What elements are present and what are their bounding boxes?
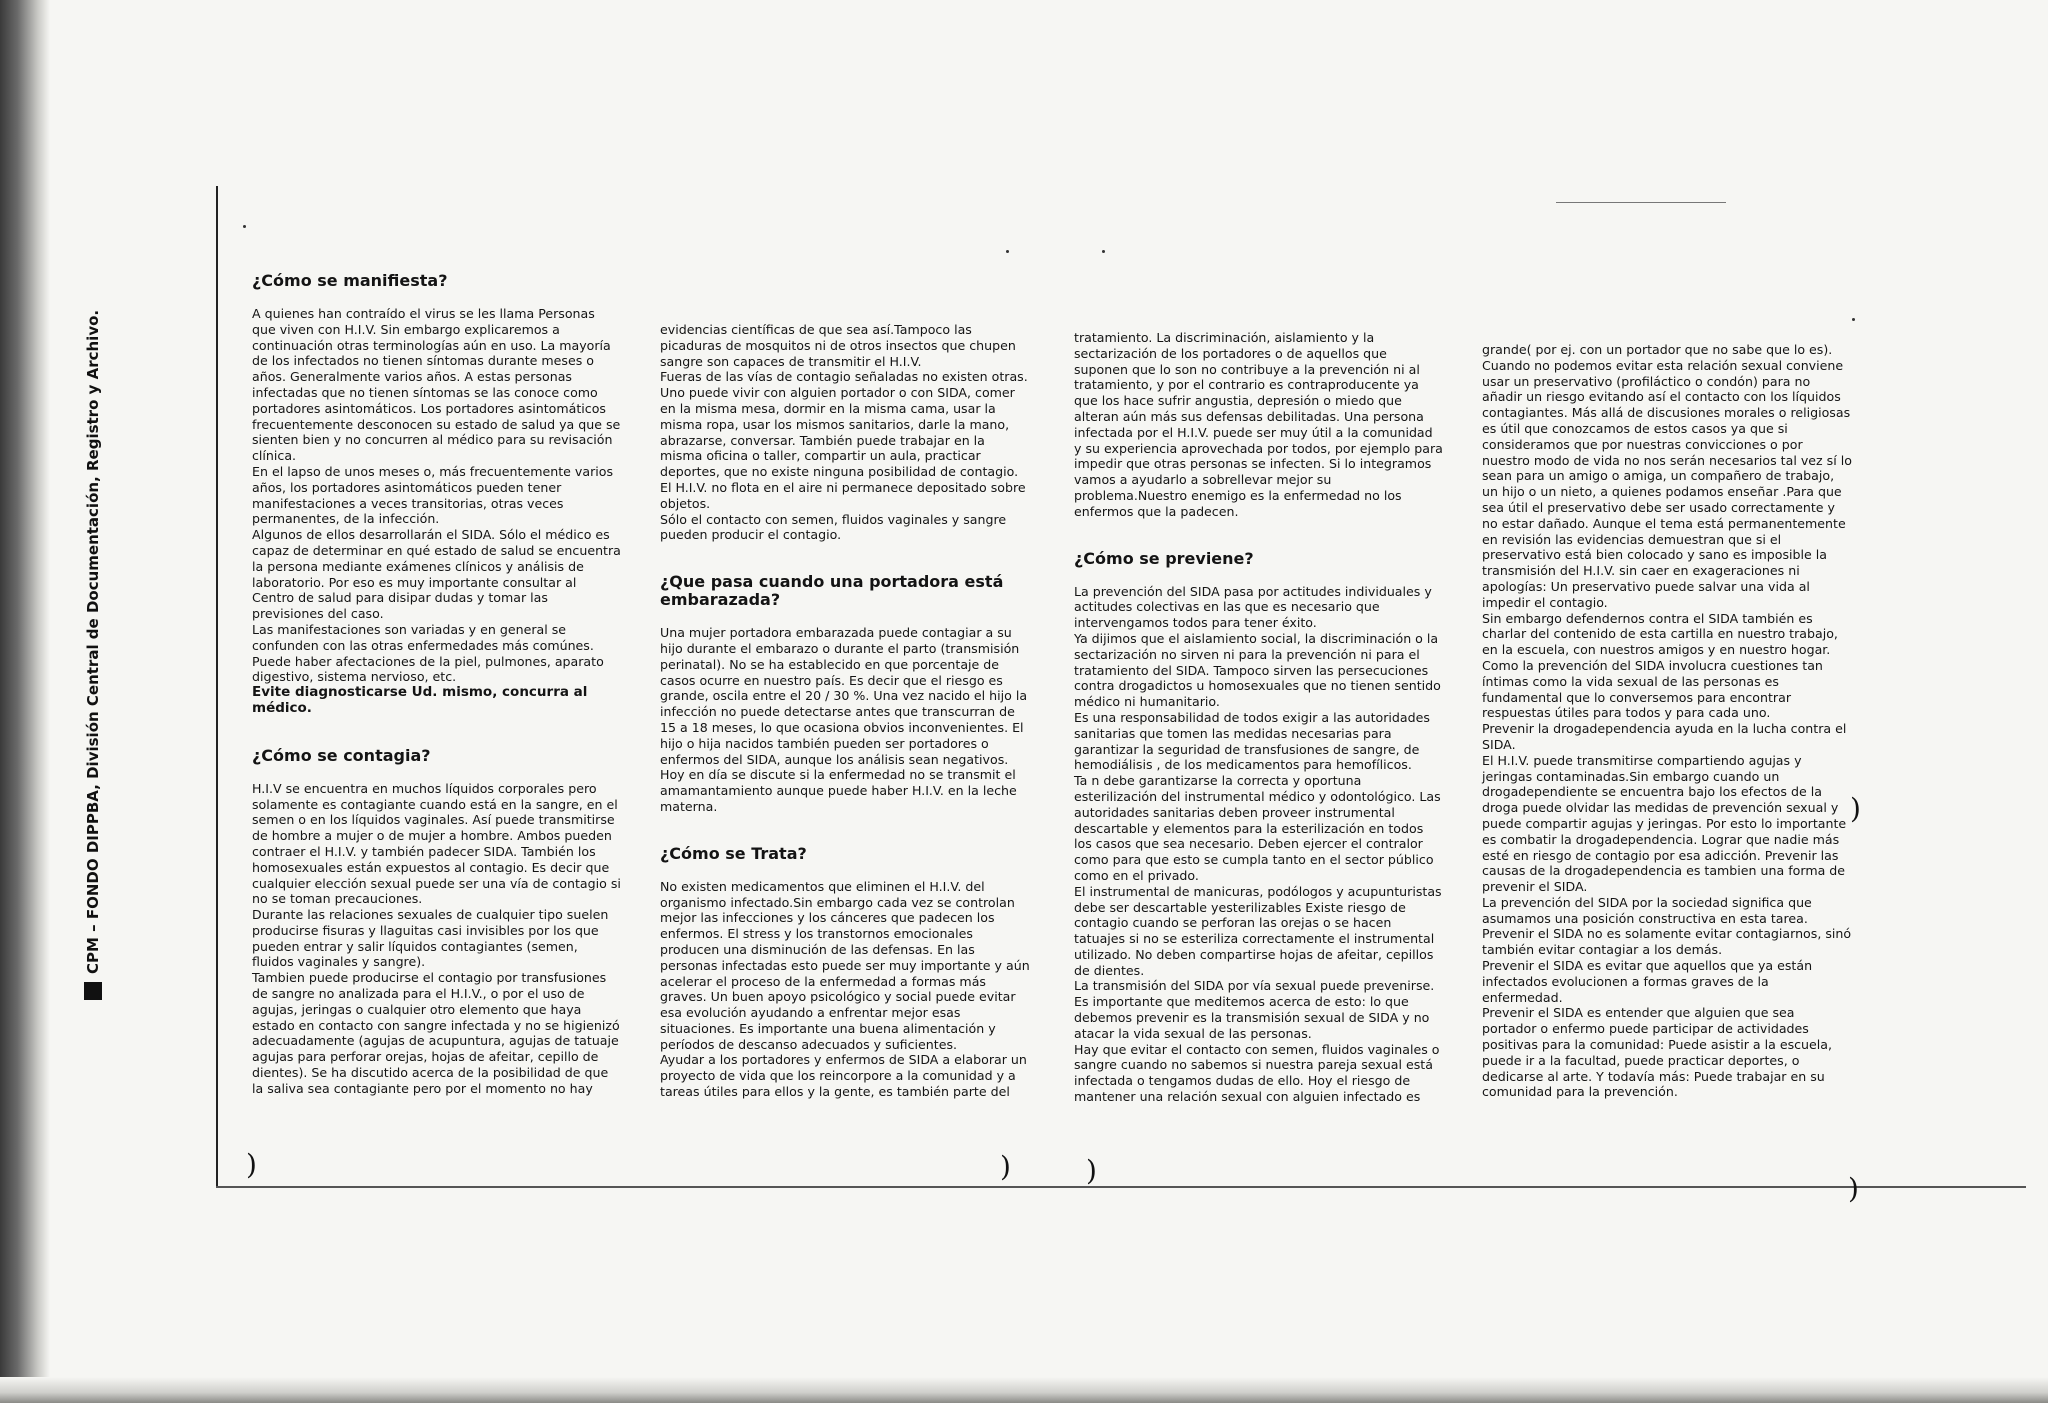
paragraph: Tambien puede producirse el contagio por transfusiones de sangre no analizada para el H.I.V., o por el uso de agujas, jeringas o cualquier otro elemento que haya estado en contacto con sangre infectada y no se higienizó adecuadamente (agujas de acupuntura, agujas de tatuaje agujas para perforar orejas, hojas de afeitar, cepillo de dientes). Se ha discutido acerca de la posibilidad de que la saliva sea contagiante pero por el momento no hay xyxy=(252,970,620,1096)
paragraph: Es una responsabilidad de todos exigir a las autoridades sanitarias que tomen las medidas necesarias para garantizar la seguridad de transfusiones de sangre, de hemodiálisis , de los medicamentos para hemofílicos. xyxy=(1074,709,1430,773)
fold-mark: ) xyxy=(1850,792,1861,825)
heading-como-se-manifiesta: ¿Cómo se manifiesta? xyxy=(252,271,448,290)
scan-speck xyxy=(1006,250,1009,253)
paragraph: evidencias científicas de que sea así.Tampoco las picaduras de mosquitos ni de otros insectos que chupen sangre son capaces de transmitir el H.I.V. xyxy=(660,322,1016,369)
column-1 xyxy=(252,272,622,1097)
heading-portadora-embarazada: ¿Que pasa cuando una portadora está embarazada? xyxy=(660,572,1004,610)
scan-speck xyxy=(1102,250,1105,253)
paragraph: Una mujer portadora embarazada puede contagiar a su hijo durante el embarazo o durante el parto (transmisión perinatal). No se ha establecido en que porcentaje de casos ocurre en nuestro país. Es decir que el riesgo es grande, oscila entre el 20 / 30 %. Una vez nacido el hijo la infección no puede detectarse antes que transcurran de 15 a 18 meses, lo que ocasiona obvios inconvenientes. El hijo o hija nacidos también pueden ser portadores o enfermos del SIDA, aunque los análisis sean negativos. Hoy en día se discute si la enfermedad no se transmit el amamantamiento aunque puede haber H.I.V. en la leche materna. xyxy=(660,625,1028,814)
paragraph: Durante las relaciones sexuales de cualquier tipo suelen producirse fisuras y llaguitas casi invisibles por los que pueden entrar y salir líquidos contagiantes (semen, fluidos vaginales y sangre). xyxy=(252,907,609,970)
paragraph: Como la prevención del SIDA involucra cuestiones tan íntimas como la vida sexual de las personas es fundamental que lo conversemos para encontrar respuestas útiles para todos y para cada uno. xyxy=(1482,657,1823,721)
heading-como-se-contagia: ¿Cómo se contagia? xyxy=(252,745,431,765)
scan-bottom-edge xyxy=(0,1377,2048,1403)
paragraph: Las manifestaciones son variadas y en general se confunden con las otras enfermedades más comúnes. Puede haber afectaciones de la piel, pulmones, aparato digestivo, sistema nervioso, etc. xyxy=(252,621,604,685)
scan-speck xyxy=(1556,202,1726,203)
paragraph-emphasis: Evite diagnosticarse Ud. mismo, concurra al médico. xyxy=(252,684,588,716)
sheet-bottom-line xyxy=(216,1186,2026,1188)
paragraph: Sólo el contacto con semen, fluidos vaginales y sangre pueden producir el contagio. xyxy=(660,511,1007,543)
column-4 xyxy=(1482,342,1852,1100)
scan-left-edge xyxy=(0,0,50,1403)
paragraph: El H.I.V. puede transmitirse compartiendo agujas y jeringas contaminadas.Sin embargo cuando un drogadependiente se encuentra bajo los efectos de la droga puede olvidar las medidas de prevención sexual y puede compartir agujas y jeringas. Por esto lo importante es combatir la drogadependencia. Lograr que nadie más esté en riesgo de contagio por esa adicción. Prevenir las causas de la drogadependencia es tambien una forma de prevenir el SIDA. xyxy=(1482,752,1847,895)
archive-stamp xyxy=(84,310,102,1000)
paragraph: Ya dijimos que el aislamiento social, la discriminación o la sectarización no sirven ni para la prevención ni para el tratamiento del SIDA. Tampoco sirven las persecuciones contra drogadictos u homosexuales que no tienen sentido médico ni humanitario. xyxy=(1074,630,1441,710)
paragraph: Sin embargo defendernos contra el SIDA también es charlar del contenido de esta cartilla en nuestro trabajo, en la escuela, con nuestros amigos y en nuestro hogar. xyxy=(1482,610,1838,658)
paragraph: grande( por ej. con un portador que no sabe que lo es). Cuando no podemos evitar esta relación sexual conviene usar un preservativo (profiláctico o condón) para no añadir un riesgo evitando así el contacto con los líquidos contagiantes. Más allá de discusiones morales o religiosas es útil que conozcamos de estos casos ya que si consideramos que por nuestras convicciones o por nuestro modo de vida no nos serán necesarios tal vez sí lo sean para un amigo o amiga, un compañero de trabajo, un hijo o un nieto, a quienes podamos enseñar .Para que sea útil el preservativo debe ser usado correctamente y no estar dañado. Aunque el tema está permanentemente en revisión las evidencias demuestran que si el preservativo está bien colocado y sano es imposible la transmisión del H.I.V. sin caer en exageraciones ni apologías: Un preservativo puede salvar una vida al impedir el contagio. xyxy=(1482,342,1852,610)
scan-speck xyxy=(1852,318,1855,321)
paragraph: H.I.V se encuentra en muchos líquidos corporales pero solamente es contagiante cuando está en la sangre, en el semen o en los líquidos vaginales. Así puede transmitirse de hombre a mujer o de mujer a hombre. Ambos pueden contraer el H.I.V. y también padecer SIDA. También los homosexuales están expuestos al contagio. Es decir que cualquier elección sexual puede ser una vía de contagio si no se toman precauciones. xyxy=(252,780,621,907)
paragraph: Ta n debe garantizarse la correcta y oportuna esterilización del instrumental médico y odontológico. Las autoridades sanitarias deben proveer instrumental descartable y elementos para la esterilización en todos los casos que sea necesario. Deben ejercer el contralor como para que esto se cumpla tanto en el sector público como en el privado. xyxy=(1074,773,1441,883)
sheet-fold-line xyxy=(216,186,218,1186)
paragraph: Prevenir la drogadependencia ayuda en la lucha contra el SIDA. xyxy=(1482,721,1847,752)
paragraph: El instrumental de manicuras, podólogos y acupunturistas debe ser descartable yesterilizables Existe riesgo de contagio cuando se perforan las orejas o se hacen tatuajes si no se esteriliza correctamente el instrumental utilizado. No deben compartirse hojas de afeitar, cepillos de dientes. xyxy=(1074,883,1442,978)
stamp-square-icon xyxy=(84,982,102,1000)
paragraph: Hay que evitar el contacto con semen, fluidos vaginales o sangre cuando no sabemos si nuestra pareja sexual está infectada o tengamos dudas de ello. Hoy el riesgo de mantener una relación sexual con alguien infectado es xyxy=(1074,1041,1440,1105)
paragraph: En el lapso de unos meses o, más frecuentemente varios años, los portadores asintomáticos pueden tener manifestaciones a veces transitorias, otras veces permanentes, de la infección. xyxy=(252,463,614,527)
paragraph: El H.I.V. no flota en el aire ni permanece depositado sobre objetos. xyxy=(660,479,1026,511)
fold-mark: ) xyxy=(1848,1172,1859,1205)
paragraph: Fueras de las vías de contagio señaladas no existen otras. Uno puede vivir con alguien portador o con SIDA, comer en la misma mesa, dormir en la misma cama, usar la misma ropa, usar los mismos sanitarios, darle la mano, abrazarse, conversar. También puede trabajar en la misma oficina o taller, compartir un aula, practicar deportes, que no existe ninguna posibilidad de contagio. xyxy=(660,369,1028,480)
scan-speck xyxy=(243,225,246,228)
fold-mark: ) xyxy=(1086,1154,1097,1187)
column-3 xyxy=(1074,330,1444,1105)
column-2 xyxy=(660,322,1030,1100)
paragraph: tratamiento. La discriminación, aislamiento y la sectarización de los portadores o de aquellos que suponen que lo son no contribuye a la prevención ni al tratamiento, y por el contrario es contraproducente ya que los hace sufrir angustia, depresión o miedo que alteran aún más sus defensas debilitadas. Una persona infectada por el H.I.V. puede ser muy útil a la comunidad y su experiencia aprovechada por todos, por ejemplo para impedir que otras personas se infecten. Si lo integramos vamos a ayudarlo a sobrellevar mejor su problema.Nuestro enemigo es la enfermedad no los enfermos que la padecen. xyxy=(1074,330,1443,519)
heading-como-se-previene: ¿Cómo se previene? xyxy=(1074,548,1254,568)
paragraph: No existen medicamentos que eliminen el H.I.V. del organismo infectado.Sin embargo cada vez se controlan mejor las infecciones y los cánceres que padecen los enfermos. El stress y los transtornos emocionales producen una disminución de las defensas. En las personas infectadas esto puede ser muy importante y aún acelerar el proceso de la enfermedad a formas más graves. Un buen apoyo psicológico y social puede evitar esa evolución ayudando a enfrentar mejor esas situaciones. Es importante una buena alimentación y períodos de descanso adecuados y suficientes. xyxy=(660,878,1030,1052)
paragraph: La transmisión del SIDA por vía sexual puede prevenirse. Es importante que meditemos acerca de esto: lo que debemos prevenir es la transmisión sexual de SIDA y no atacar la vida sexual de las personas. xyxy=(1074,978,1435,1041)
fold-mark: ) xyxy=(1000,1150,1011,1183)
paragraph: La prevención del SIDA pasa por actitudes individuales y actitudes colectivas en las que es necesario que intervengamos todos para tener éxito. xyxy=(1074,583,1432,631)
heading-como-se-trata: ¿Cómo se Trata? xyxy=(660,843,807,863)
paragraph: A quienes han contraído el virus se les llama Personas que viven con H.I.V. Sin embargo explicaremos a continuación otras terminologías aún en uso. La mayoría de los infectados no tienen síntomas durante meses o años. Generalmente varios años. A estas personas infectadas que no tienen síntomas se las conoce como portadores asintomáticos. Los portadores asintomáticos frecuentemente desconocen su estado de salud ya que se sienten bien y no concurren al médico para su revisación clínica. xyxy=(252,306,621,464)
paragraph: Algunos de ellos desarrollarán el SIDA. Sólo el médico es capaz de determinar en qué estado de salud se encuentra la persona mediante exámenes clínicos y análisis de laboratorio. Por eso es muy importante consultar al Centro de salud para disipar dudas y tomar las previsiones del caso. xyxy=(252,527,621,622)
paragraph: Prevenir el SIDA es entender que alguien que sea portador o enfermo puede participar de actividades positivas para la comunidad: Puede asistir a la escuela, puede ir a la facultad, puede practicar deportes, o dedicarse al arte. Y todavía más: Puede trabajar en su comunidad para la prevención. xyxy=(1482,1005,1832,1100)
archive-stamp-text: CPM – FONDO DIPPBA, División Central de Documentación, Registro y Archivo. xyxy=(84,309,102,974)
paragraph: Ayudar a los portadores y enfermos de SIDA a elaborar un proyecto de vida que los reincorpore a la comunidad y a tareas útiles para ellos y la gente, es también parte del xyxy=(660,1052,1027,1100)
paragraph: Prevenir el SIDA no es solamente evitar contagiarnos, sinó también evitar contagiar a los demás. xyxy=(1482,926,1852,958)
paragraph: La prevención del SIDA por la sociedad significa que asumamos una posición constructiva en esta tarea. xyxy=(1482,894,1812,926)
paragraph: Prevenir el SIDA es evitar que aquellos que ya están infectados evolucionen a formas graves de la enfermedad. xyxy=(1482,958,1813,1005)
fold-mark: ) xyxy=(246,1148,257,1181)
